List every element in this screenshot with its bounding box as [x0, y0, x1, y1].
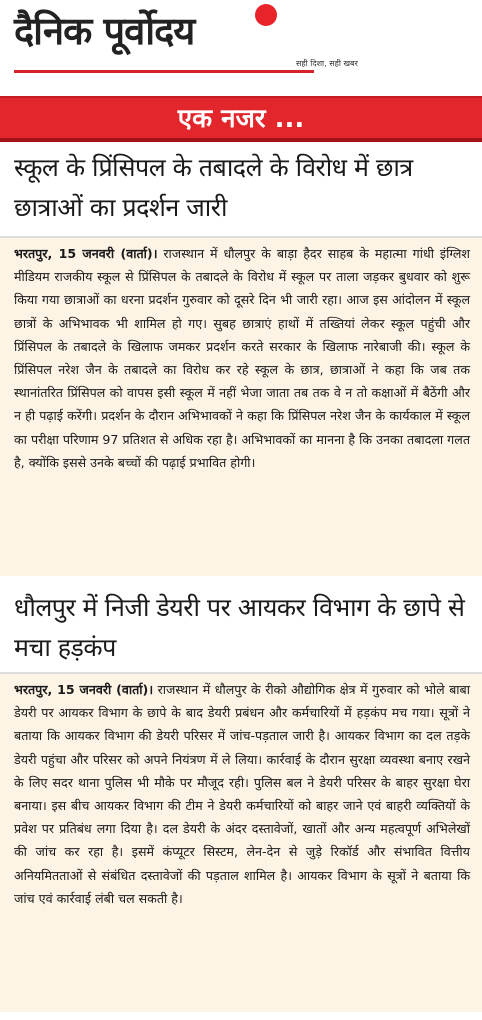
masthead-divider [14, 70, 314, 73]
masthead-tagline: सही दिशा, सही खबर [296, 59, 358, 68]
story-2-body [14, 678, 470, 910]
masthead-title: दैनिक पूर्वोदय [14, 9, 195, 53]
section-banner-title: एक नजर ... [177, 104, 305, 134]
story-1-dateline: भरतपुर, 15 जनवरी (वार्ता)। [14, 246, 158, 261]
story-1-headline: स्कूल के प्रिंसिपल के तबादले के विरोध में छात्र छात्राओं का प्रदर्शन जारी [14, 153, 413, 222]
masthead [0, 0, 482, 92]
story-2-headline: धौलपुर में निजी डेयरी पर आयकर विभाग के छापे से मचा हड़कंप [14, 593, 465, 662]
masthead-logo-icon [255, 4, 277, 26]
story-2-text: राजस्थान में धौलपुर के रीको औद्योगिक क्षेत्र में गुरुवार को भोले बाबा डेयरी पर आयकर विभाग के छापे के बाद डेयरी प्रबंधन और कर्मचारियों में हड़कंप मच गया। सूत्रों ने बताया कि आयकर विभाग की डेयरी परिसर में जांच-पड़ताल जारी है। आयकर विभाग का दल तड़के डेयरी पहुंचा और परिसर को अपने नियंत्रण में ले लिया। कार्रवाई के दौरान सुरक्षा व्यवस्था बनाए रखने के लिए सदर थाना पुलिस भी मौके पर मौजूद रही। पुलिस बल ने डेयरी परिसर के बाहर सुरक्षा घेरा बनाया। इस बीच आयकर विभाग की टीम ने डेयरी कर्मचारियों को बाहर जाने एवं बाहरी व्यक्तियों के प्रवेश पर प्रतिबंध लगा दिया है। दल डेयरी के अंदर दस्तावेजों, खातों और अन्य महत्वपूर्ण अभिलेखों की जांच कर रहा है। इसमें कंप्यूटर सिस्टम, लेन-देन से जुड़े रिकॉर्ड और संभावित वित्तीय अनियमितताओं से संबंधित दस्तावेजों की पड़ताल शामिल है। आयकर विभाग के सूत्रों ने बताया कि जांच एवं कार्रवाई लंबी चल सकती है। [14, 682, 470, 906]
story-2-dateline: भरतपुर, 15 जनवरी (वार्ता)। [14, 682, 154, 697]
section-banner [0, 96, 482, 142]
story-1-body [14, 242, 470, 474]
story-1-text: राजस्थान में धौलपुर के बाड़ा हैदर साहब के महात्मा गांधी इंग्लिश मीडियम राजकीय स्कूल से प्रिंसिपल के तबादले के विरोध में स्कूल पर ताला जड़कर बुधवार को शुरू किया गया छात्राओं का धरना प्रदर्शन गुरुवार को दूसरे दिन भी जारी रहा। आज इस आंदोलन में स्कूल छात्रों के अभिभावक भी शामिल हो गए। सुबह छात्राएं हाथों में तख्तियां लेकर स्कूल पहुंची और प्रिंसिपल के तबादले के खिलाफ जमकर प्रदर्शन करते सरकार के खिलाफ नारेबाजी की। स्कूल के प्रिंसिपल नरेश जैन के तबादले का विरोध कर रहे स्कूल के छात्र, छात्राओं ने कहा कि जब तक स्थानांतरित प्रिंसिपल को वापस इसी स्कूल में नहीं भेजा जाता तब तक वे न तो कक्षाओं में बैठेंगी और न ही पढ़ाई करेंगी। प्रदर्शन के दौरान अभिभावकों ने कहा कि प्रिंसिपल नरेश जैन के कार्यकाल में स्कूल का परीक्षा परिणाम 97 प्रतिशत से अधिक रहा है। अभिभावकों का मानना है कि उनका तबादला गलत है, क्योंकि इससे उनके बच्चों की पढ़ाई प्रभावित होगी। [14, 246, 470, 470]
